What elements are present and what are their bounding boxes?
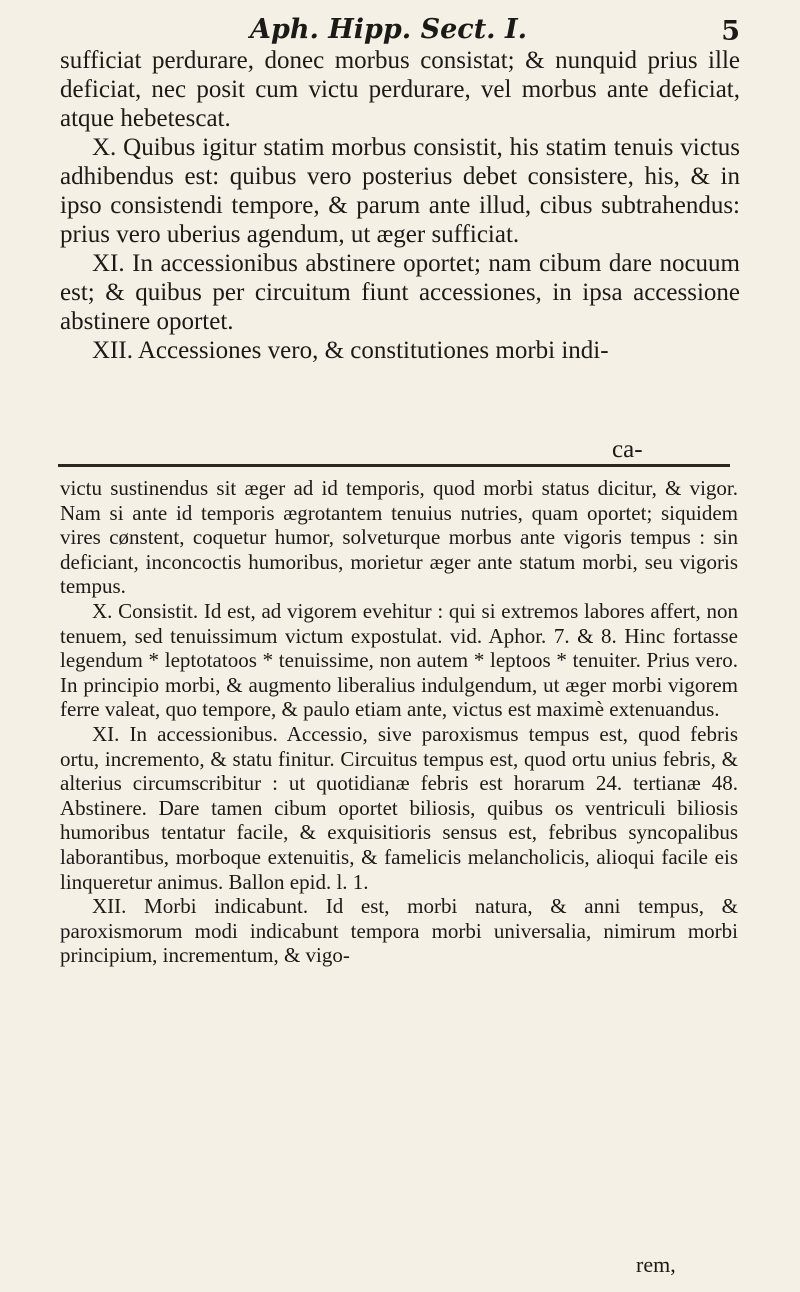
running-title: Aph. Hipp. Sect. I.	[250, 14, 528, 45]
aphorism-xii: XII. Accessiones vero, & constitutiones morbi indi-	[92, 337, 609, 364]
page-number: 5	[721, 16, 740, 47]
catchword-main: ca-	[612, 436, 643, 463]
main-paragraph-continued: sufficiat perdurare, donec morbus consistat; & nunquid prius ille deficiat, nec posit cum victu perdurare, vel morbus ante deficiat, atque hebetescat.	[60, 47, 740, 132]
aphorism-x: X. Quibus igitur statim morbus consistit, his statim tenuis victus adhibendus est: quibus vero posterius debet consistere, his, & in ipso consistendi tempore, & parum ante illud, cibus subtrahendus: prius vero uberius agendum, ut æger sufficiat.	[60, 134, 740, 248]
note-xi: XI. In accessionibus. Accessio, sive paroxismus tempus est, quod febris ortu, incremento, & statu finitur. Circuitus tempus est, quod ortu unius febris, & alterius circumscribitur : ut quotidianæ febris est horarum 24. tertianæ 48. Abstinere. Dare tamen cibum oportet biliosis, quibus os ventriculi biliosis humoribus tentatur facile, & exquisitioris sensus est, febribus syncopalibus laborantibus, morboque extenuitis, & famelicis melancholicis, alioqui facile eis linqueretur animus. Ballon epid. l. 1.	[60, 721, 738, 894]
running-header	[60, 14, 750, 50]
note-x: X. Consistit. Id est, ad vigorem evehitur : qui si extremos labores affert, non tenuem, sed tenuissimum victum expostulat. vid. Aphor. 7. & 8. Hinc fortasse legendum * leptotatoos * tenuissime, non autem * leptoos * tenuiter. Prius vero. In principio morbi, & augmento liberalius indulgendum, ut æger morbi vigorem ferre valeat, quo tempore, & paulo etiam ante, victus est maximè extenuandus.	[60, 598, 738, 722]
note-continued: victu sustinendus sit æger ad id temporis, quod morbi status dicitur, & vigor. Nam si ante id temporis ægrotantem tenuius nutries, quam oportet; siquidem vires cønstent, coquetur humor, solveturque morbus ante vigoris tempus : sin deficiant, inconcoctis humoribus, morietur æger ante statum morbi, seu vigoris tempus.	[60, 476, 738, 599]
commentary-text	[60, 476, 738, 968]
note-xii: XII. Morbi indicabunt. Id est, morbi natura, & anni tempus, & paroxismorum modi indicabunt tempora morbi universalia, nimirum morbi principium, incrementum, & vigo-	[60, 894, 738, 968]
section-divider	[58, 464, 730, 467]
aphorism-xi: XI. In accessionibus abstinere oportet; nam cibum dare nocuum est; & quibus per circuitum fiunt accessiones, in ipsa accessione abstinere oportet.	[60, 250, 740, 335]
catchword-notes: rem,	[636, 1252, 676, 1277]
aphorism-text	[60, 46, 740, 365]
